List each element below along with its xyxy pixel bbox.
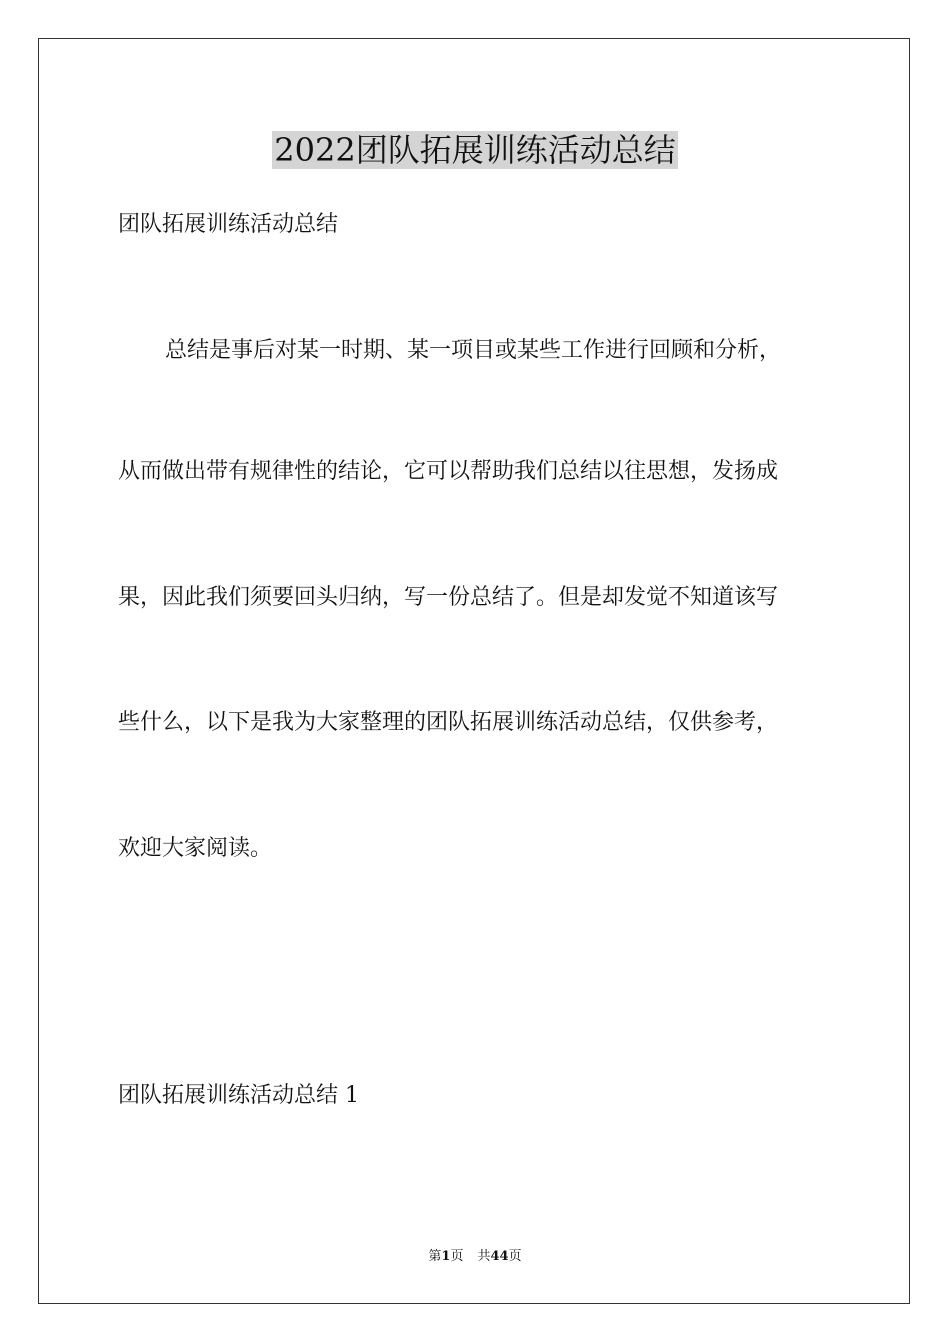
document-title-text: 2022团队拓展训练活动总结: [274, 131, 676, 169]
page-unit: 页: [450, 1249, 464, 1264]
body-line-4: 些什么，以下是我为大家整理的团队拓展训练活动总结，仅供参考，: [118, 710, 779, 735]
body-line-5: 欢迎大家阅读。: [118, 836, 273, 861]
total-prefix: 共: [477, 1249, 491, 1264]
body-line-2: 从而做出带有规律性的结论，它可以帮助我们总结以往思想，发扬成: [118, 459, 779, 484]
page-prefix: 第: [428, 1249, 442, 1264]
body-line-3: 果，因此我们须要回头归纳，写一份总结了。但是却发觉不知道该写: [118, 585, 779, 610]
document-title: [0, 128, 950, 172]
body-line-1: 总结是事后对某一时期、某一项目或某些工作进行回顾和分析，: [165, 338, 782, 363]
page-total: 44: [490, 1249, 509, 1264]
total-unit: 页: [508, 1249, 522, 1264]
section-heading: 团队拓展训练活动总结 1: [118, 1083, 359, 1108]
page-current: 1: [441, 1249, 451, 1264]
page-footer: [0, 1248, 950, 1266]
document-subtitle: 团队拓展训练活动总结: [118, 212, 339, 237]
